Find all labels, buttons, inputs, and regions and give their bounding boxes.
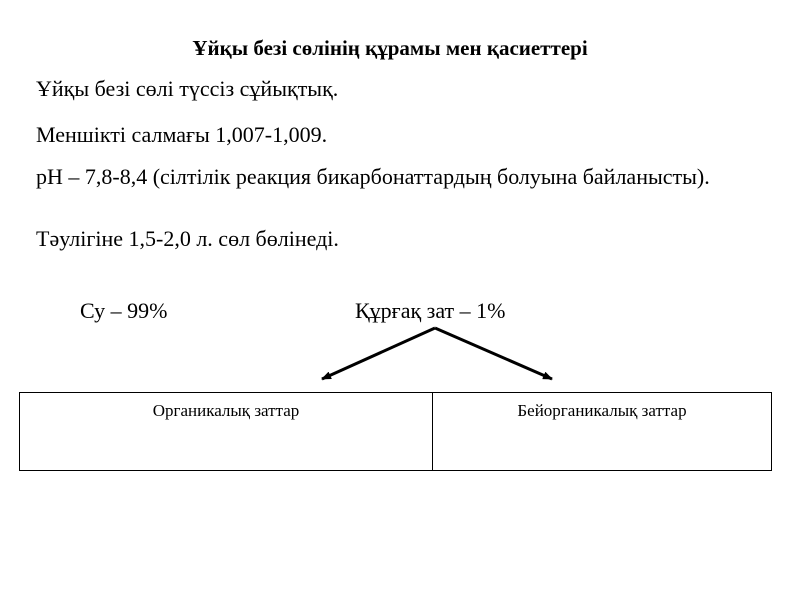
paragraph-color: Ұйқы безі сөлі түссіз сұйықтық. (36, 76, 339, 101)
paragraph-daily-volume: Тәулігіне 1,5-2,0 л. сөл бөлінеді. (36, 226, 339, 251)
slide-title: Ұйқы безі сөлінің құрамы мен қасиеттері (192, 36, 588, 60)
paragraph-specific-gravity: Меншікті салмағы 1,007-1,009. (36, 122, 328, 147)
composition-table (19, 392, 772, 471)
inorganic-substances-cell: Бейорганикалық заттар (517, 401, 687, 420)
organic-substances-cell: Органикалық заттар (20, 393, 433, 470)
water-share-label: Су – 99% (80, 298, 168, 323)
dry-matter-share-label: Құрғақ зат – 1% (355, 298, 506, 323)
paragraph-ph: pH – 7,8-8,4 (сілтілік реакция бикарбонаттардың болуына байланысты). (36, 164, 710, 189)
arrow-to-organic (322, 328, 435, 379)
arrow-to-inorganic (435, 328, 552, 379)
